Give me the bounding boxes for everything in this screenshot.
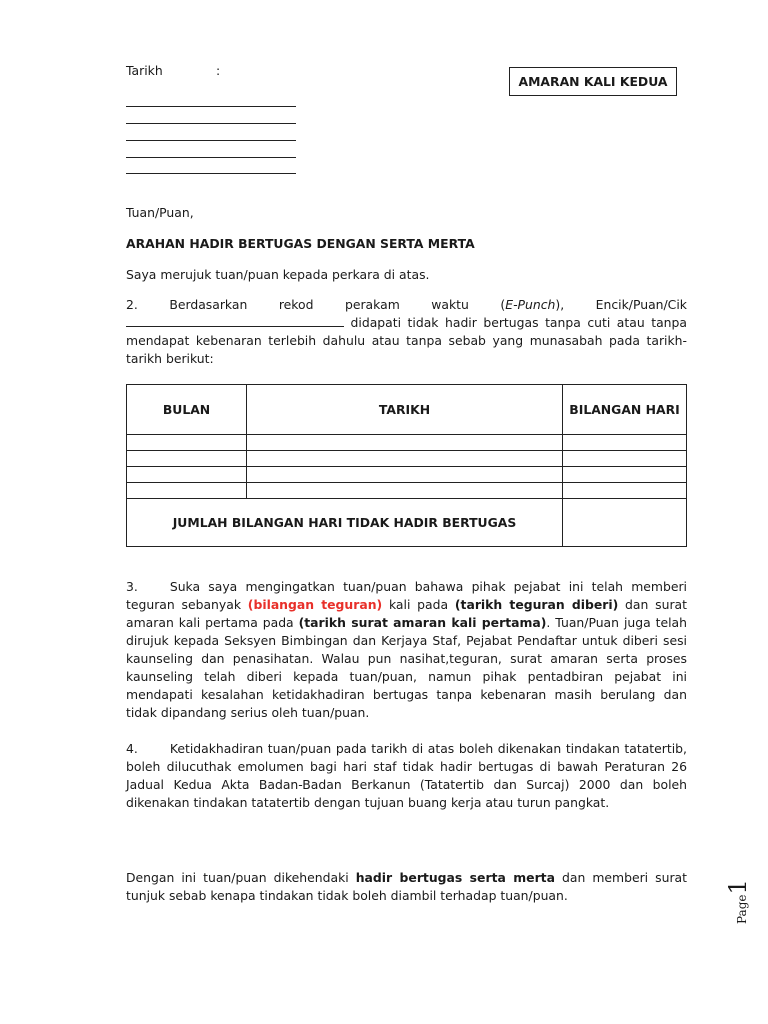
closing-text: dan memberi surat tunjuk sebab kenapa tindakan tidak boleh diambil terhadap tuan/puan. [126, 870, 687, 903]
intro-paragraph: Saya merujuk tuan/puan kepada perkara di atas. [126, 267, 430, 282]
table-cell [127, 483, 247, 499]
table-cell [563, 435, 687, 451]
first-letter-date-placeholder: (tarikh surat amaran kali pertama) [298, 615, 547, 630]
table-row [127, 467, 687, 483]
paragraph-3-text: kali pada [382, 597, 455, 612]
date-label: Tarikh [126, 63, 163, 78]
salutation: Tuan/Puan, [126, 205, 194, 220]
paragraph-2-word: Berdasarkan [169, 297, 248, 312]
table-row [127, 435, 687, 451]
table-cell [247, 483, 563, 499]
paragraph-number: 2. [126, 297, 138, 312]
table-cell [563, 451, 687, 467]
paragraph-3-text: Suka saya mengingatkan tuan/puan bahawa pihak pejabat ini telah memberi teguran sebanyak [126, 579, 687, 612]
address-line [126, 106, 296, 107]
second-warning-label: AMARAN KALI KEDUA [518, 74, 668, 89]
page-number: 1 [724, 879, 752, 895]
table-cell [127, 467, 247, 483]
table-row [127, 451, 687, 467]
paragraph-2-word: Encik/Puan/Cik [595, 297, 687, 312]
page-number-footer [724, 868, 756, 928]
second-warning-box [509, 67, 677, 96]
paragraph-3-text: dan surat amaran kali pertama pada [126, 597, 688, 630]
paragraph-3 [126, 578, 687, 722]
table-cell [127, 435, 247, 451]
page-word: Page [735, 894, 749, 924]
paragraph-number: 3. [126, 579, 138, 594]
table-cell [247, 451, 563, 467]
address-line [126, 123, 296, 124]
warning-count-placeholder: (bilangan teguran) [247, 597, 383, 612]
absence-table [126, 384, 687, 547]
header-bulan: BULAN [127, 385, 247, 435]
paragraph-4 [126, 740, 687, 812]
closing-text: Dengan ini tuan/puan dikehendaki [126, 870, 356, 885]
paragraph-2-body [126, 314, 687, 368]
paragraph-4-text: Ketidakhadiran tuan/puan pada tarikh di atas boleh dikenakan tindakan tatatertib, boleh dilucuthak emolumen bagi hari staf tidak hadir bertugas di bawah Peraturan 26 Jadual Kedua Akta Badan-Badan Berkanun (Tatatertib dan Surcaj) 2000 dan boleh dikenakan tindakan tatatertib dengan tujuan buang kerja atau turun pangkat. [126, 741, 687, 810]
table-cell [247, 435, 563, 451]
header-tarikh: TARIKH [247, 385, 563, 435]
warning-date-placeholder: (tarikh teguran diberi) [454, 597, 619, 612]
paragraph-2-word: waktu [431, 297, 469, 312]
address-line [126, 157, 296, 158]
paragraph-2-text: didapati tidak hadir bertugas tanpa cuti atau tanpa mendapat kebenaran terlebih dahulu atau tanpa sebab yang munasabah pada tarikh-tarikh berikut: [126, 315, 687, 366]
page-number-rotated [724, 879, 752, 924]
paragraph-2-word: (E-Punch), [500, 297, 565, 312]
table-cell [247, 467, 563, 483]
date-colon: : [216, 63, 221, 78]
subject-heading: ARAHAN HADIR BERTUGAS DENGAN SERTA MERTA [126, 236, 475, 251]
closing-paragraph [126, 869, 687, 905]
paragraph-number: 4. [126, 741, 138, 756]
address-line [126, 140, 296, 141]
table-cell [127, 451, 247, 467]
paragraph-2-word: rekod [278, 297, 314, 312]
paragraph-3-text: . Tuan/Puan juga telah dirujuk kepada Seksyen Bimbingan dan Kerjaya Staf, Pejabat Pendaftar untuk diberi sesi kaunseling dan penasihatan. Walau pun nasihat,teguran, surat amaran serta proses kaunseling telah diberi kepada tuan/puan, namun pihak pentadbiran pejabat ini mendapati kesalahan ketidakhadiran bertugas tanpa kebenaran masih berulang dan tidak dipandang serius oleh tuan/puan. [126, 615, 687, 720]
total-label: JUMLAH BILANGAN HARI TIDAK HADIR BERTUGAS [127, 499, 563, 547]
table-total-row [127, 499, 687, 547]
paragraph-2-word: perakam [344, 297, 400, 312]
closing-emphasis: hadir bertugas serta merta [355, 870, 555, 885]
header-bilangan-hari: BILANGAN HARI [563, 385, 687, 435]
paragraph-2 [126, 296, 687, 368]
name-blank-line [126, 314, 344, 327]
total-value-cell [563, 499, 687, 547]
address-line [126, 173, 296, 174]
table-row [127, 483, 687, 499]
table-cell [563, 483, 687, 499]
paragraph-2-first-line [126, 296, 687, 314]
table-header-row [127, 385, 687, 435]
table-cell [563, 467, 687, 483]
